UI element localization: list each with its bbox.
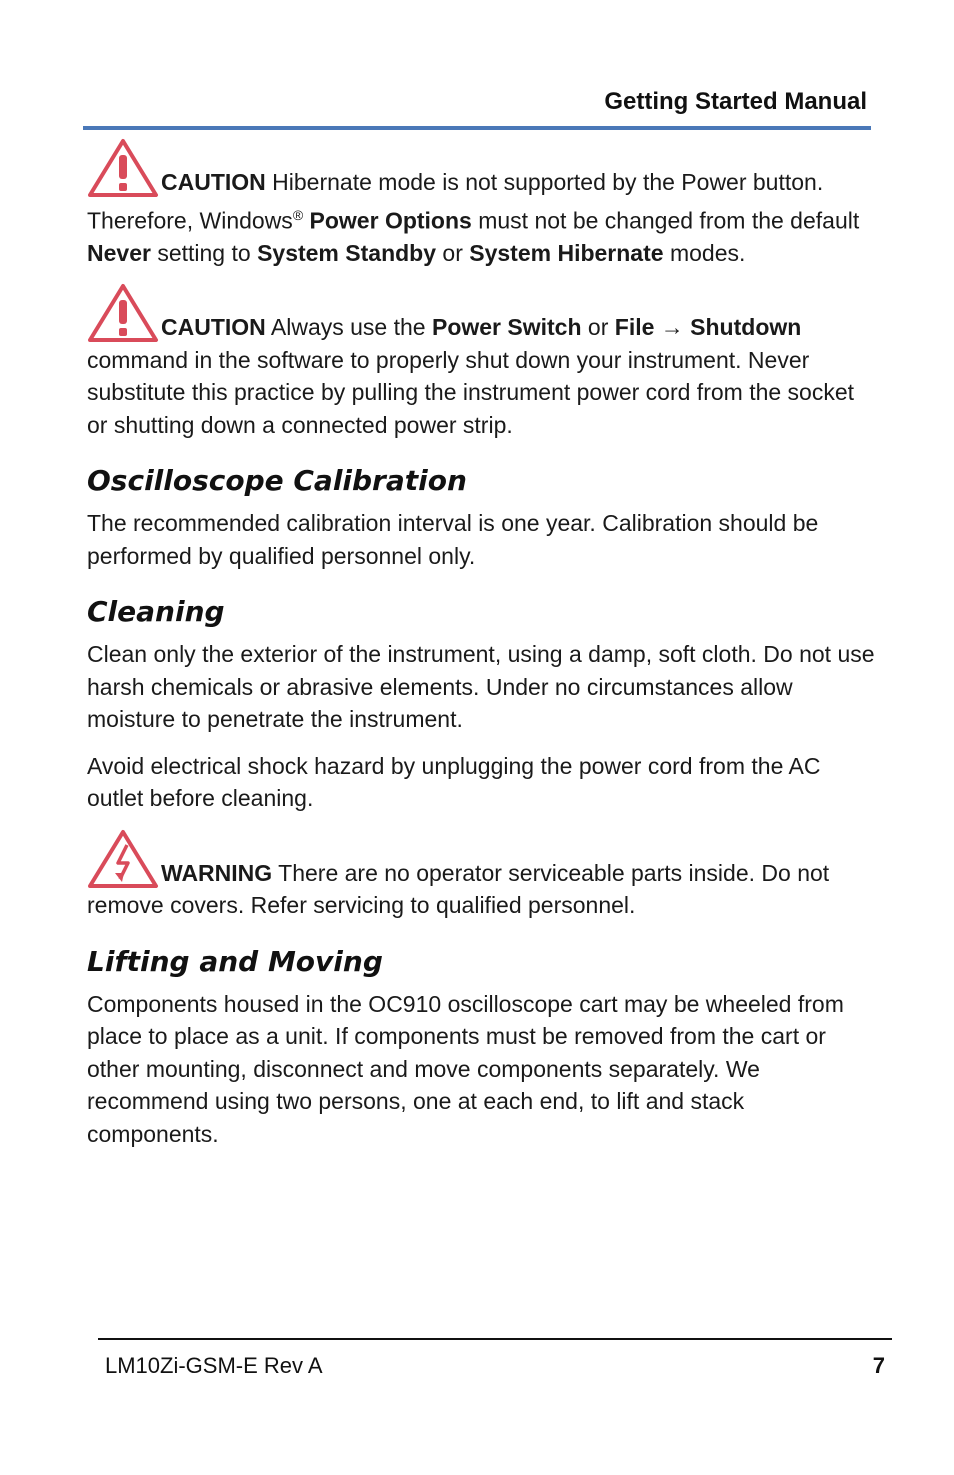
- caution-note-hibernate: [87, 138, 877, 269]
- note-text: modes.: [663, 239, 746, 266]
- note-bold: File → Shutdown: [614, 314, 802, 341]
- warning-note: [87, 829, 877, 922]
- footer-rule: [98, 1338, 892, 1340]
- cleaning-paragraph-1: Clean only the exterior of the instrument, using a damp, soft cloth. Do not use harsh chemicals or abrasive elements. Under no circumstances allow moisture to penetrate the instrument.: [87, 641, 875, 733]
- caution-icon: [87, 283, 159, 343]
- caution-note-shutdown: [87, 283, 877, 441]
- note-text: or: [581, 314, 615, 341]
- cleaning-paragraph-2: Avoid electrical shock hazard by unplugging the power cord from the AC outlet before cleaning.: [87, 752, 821, 812]
- caution-label: CAUTION: [161, 169, 266, 195]
- header-title: Getting Started Manual: [604, 88, 867, 115]
- note-bold: System Hibernate: [469, 239, 664, 266]
- calibration-heading: Oscilloscope Calibration: [87, 464, 467, 498]
- registered-mark: ®: [292, 206, 304, 223]
- calibration-body: The recommended calibration interval is one year. Calibration should be performed by qualified personnel only.: [87, 510, 819, 569]
- note-text: command in the software to properly shut down your instrument. Never substitute this practice by pulling the instrument power cord from the socket or shutting down a connected power strip.: [87, 346, 855, 438]
- caution-label: CAUTION: [161, 314, 266, 341]
- footer-doc-id: LM10Zi-GSM-E Rev A: [105, 1353, 323, 1378]
- note-text: or: [436, 239, 470, 266]
- note-bold: Power Switch: [431, 314, 582, 341]
- note-bold: Never: [87, 239, 151, 266]
- note-bold: System Standby: [257, 239, 437, 266]
- note-text: Hibernate mode is not supported by the Power button. Therefore, Windows: [87, 169, 824, 234]
- caution-icon: [87, 138, 159, 198]
- lifting-body: Components housed in the OC910 oscilloscope cart may be wheeled from place to place as a unit. If components must be removed from the cart or other mounting, disconnect and move components separately. We recommend using two persons, one at each end, to lift and stack components.: [87, 990, 844, 1147]
- page-content: [87, 138, 877, 1164]
- warning-label: WARNING: [161, 859, 273, 886]
- lifting-heading: Lifting and Moving: [87, 944, 383, 978]
- footer-page-number: 7: [872, 1353, 885, 1378]
- note-text: setting to: [150, 239, 258, 266]
- note-text: must not be changed from the default: [471, 207, 860, 234]
- note-text: Always use the: [265, 314, 432, 341]
- cleaning-heading: Cleaning: [87, 595, 225, 629]
- warning-text: There are no operator serviceable parts inside. Do not remove covers. Refer servicing to qualified personnel.: [87, 859, 830, 919]
- header-rule: [83, 126, 871, 130]
- note-bold: Power Options: [309, 207, 472, 234]
- shock-warning-icon: [87, 829, 159, 889]
